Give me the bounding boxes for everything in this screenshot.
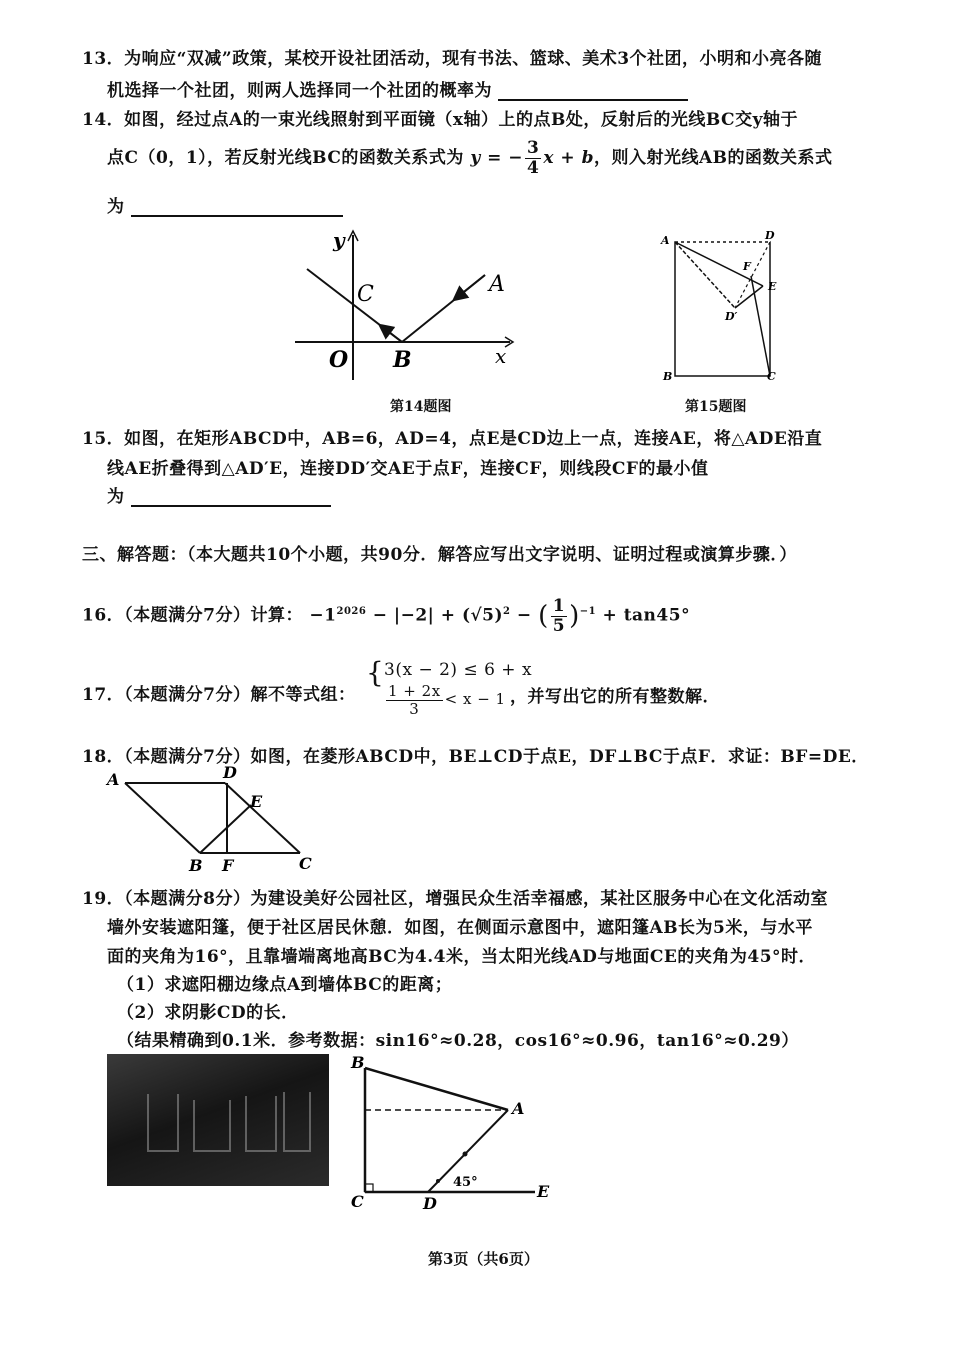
q16-fraction xyxy=(551,597,567,635)
q15-line1: 15．如图，在矩形ABCD中，AB=6，AD=4，点E是CD边上一点，连接AE，将△ADE沿直 xyxy=(82,429,823,449)
q19-line1: 19．（本题满分8分）为建设美好公园社区，增强民众生活幸福感，某社区服务中心在文化活动室 xyxy=(82,889,828,909)
q15-line-dprime-e xyxy=(735,286,763,308)
q15-line3-text: 为 xyxy=(107,487,125,507)
q15-label-b: B xyxy=(663,370,673,383)
q18-label-b: B xyxy=(189,856,203,875)
q14-line3-text: 为 xyxy=(107,197,125,217)
q16-expr-c: − xyxy=(510,605,539,626)
q19-angle-label: 45° xyxy=(453,1175,478,1190)
q15-label-f: F xyxy=(743,260,751,273)
q16-exp-b: 2 xyxy=(503,606,511,617)
q15-line2: 线AE折叠得到△AD′E，连接DD′交AE于点F，连接CF，则线段CF的最小值 xyxy=(107,459,709,479)
q13-line2-text: 机选择一个社团，则两人选择同一个社团的概率为 xyxy=(107,81,492,101)
q18-label-c: C xyxy=(299,854,312,873)
q16-expr-d: + tan45° xyxy=(596,605,691,626)
q14-line2 xyxy=(107,134,833,182)
section3-heading: 三、解答题：（本大题共10个小题，共90分．解答应写出文字说明、证明过程或演算步骤．） xyxy=(82,545,797,565)
q18-figure xyxy=(105,765,320,875)
q16-frac-den: 5 xyxy=(552,615,566,636)
q14-line1: 14．如图，经过点A的一束光线照射到平面镜（x轴）上的点B处，反射后的光线BC交y轴于 xyxy=(82,110,798,130)
q19-label-d: D xyxy=(423,1194,437,1212)
q17-brace: { xyxy=(366,656,384,689)
q14-line3 xyxy=(107,192,343,217)
q15-label-d: D xyxy=(765,229,775,242)
q19-photo xyxy=(107,1054,329,1186)
q18-line-be xyxy=(200,805,251,853)
q16-frac-num: 1 xyxy=(552,595,566,616)
q13-line2 xyxy=(107,76,688,101)
q19-figure xyxy=(345,1052,560,1212)
q18-label-d: D xyxy=(223,765,237,782)
q19-line2: 墙外安装遮阳篷，便于社区居民休憩．如图，在侧面示意图中，遮阳篷AB长为5米，与水平 xyxy=(107,918,813,938)
q14-caption: 第14题图 xyxy=(390,399,452,415)
q14-line2-pre: 点C（0，1），若反射光线BC的函数关系式为 xyxy=(107,148,464,168)
q14-arrow-bc xyxy=(381,326,402,342)
q14-label-a: A xyxy=(489,272,505,297)
q16-exp-a: 2026 xyxy=(336,606,367,617)
q19-note: （结果精确到0.1米．参考数据：sin16°≈0.28，cos16°≈0.96，tan16°≈0.29） xyxy=(117,1031,799,1051)
q13-answer-blank xyxy=(498,99,688,101)
q17-suffix: ，并写出它的所有整数解． xyxy=(510,687,720,707)
q16-exp-c: −1 xyxy=(579,606,597,617)
q17-ineq2 xyxy=(384,683,506,717)
q14-label-y: y xyxy=(333,228,345,252)
q17-prefix: 17．（本题满分7分）解不等式组： xyxy=(82,685,356,705)
q15-label-c: C xyxy=(767,370,776,383)
q19-sub1: （1）求遮阳棚边缘点A到墙体BC的距离； xyxy=(117,975,453,995)
q14-arrow-ab xyxy=(455,275,485,299)
q14-label-c: C xyxy=(357,282,374,307)
q14-expr-post: x + b xyxy=(543,148,594,168)
q19-label-c: C xyxy=(351,1192,364,1211)
q17-frac-num: 1 + 2x xyxy=(388,682,441,700)
q14-expr-pre: y = − xyxy=(470,148,524,168)
q19-label-e: E xyxy=(537,1182,550,1201)
q19-sub2: （2）求阴影CD的长． xyxy=(117,1003,299,1023)
q14-label-o: O xyxy=(329,347,349,373)
q15-rect-bc-sides xyxy=(675,242,770,376)
q17-ineq2-rhs: < x − 1 xyxy=(444,690,506,708)
q14-figure xyxy=(285,225,525,390)
q16-prefix: 16．（本题满分7分）计算： xyxy=(82,605,303,626)
q18-label-a: A xyxy=(107,770,120,789)
q16-line: 16．（本题满分7分）计算： $-1^{2026} - |-2| + (√5)^2$ − ( $\frac{1}{5}$ )$^{-1}$ + tan45° xyxy=(82,595,691,636)
q15-caption: 第15题图 xyxy=(685,399,747,415)
q15-answer-blank xyxy=(131,505,331,507)
q15-label-e: E xyxy=(768,280,777,293)
q19-label-b: B xyxy=(351,1053,365,1072)
q17-ineq1: 3(x − 2) ≤ 6 + x xyxy=(384,660,533,680)
q19-awning-ab xyxy=(365,1068,508,1110)
q15-line-ad-prime xyxy=(675,242,735,308)
q13-line1: 13．为响应“双减”政策，某校开设社团活动，现有书法、篮球、美术3个社团，小明和小亮各随 xyxy=(82,49,823,69)
q14-frac-den: 4 xyxy=(527,158,540,178)
q18-label-e: E xyxy=(250,792,263,811)
q18-label-f: F xyxy=(222,856,234,875)
page-footer: 第3页（共6页） xyxy=(428,1250,539,1268)
q14-label-b: B xyxy=(393,347,412,373)
q15-line3 xyxy=(107,482,331,507)
q14-label-x: x xyxy=(495,344,507,368)
q18-side-ab xyxy=(125,783,200,853)
q18-line1: 18．（本题满分7分）如图，在菱形ABCD中，BE⊥CD于点E，DF⊥BC于点F．求证：BF=DE． xyxy=(82,747,869,767)
q15-label-dprime: D′ xyxy=(725,310,738,323)
q16-expr-b: − |−2| + (√5) xyxy=(366,605,504,626)
q14-line2-post: ，则入射光线AB的函数关系式 xyxy=(593,148,833,168)
q15-figure xyxy=(655,228,795,388)
q14-frac-num: 3 xyxy=(527,138,540,159)
q17-fraction xyxy=(386,683,443,717)
q14-fraction xyxy=(525,139,541,177)
q17-frac-den: 3 xyxy=(409,699,420,718)
q19-label-a: A xyxy=(512,1099,525,1118)
q16-expr-a: −1 xyxy=(309,605,337,626)
q14-answer-blank xyxy=(131,215,343,217)
q15-label-a: A xyxy=(661,234,670,247)
q19-line3: 面的夹角为16°，且靠墙端离地高BC为4.4米，当太阳光线AD与地面CE的夹角为45°时． xyxy=(107,947,817,967)
